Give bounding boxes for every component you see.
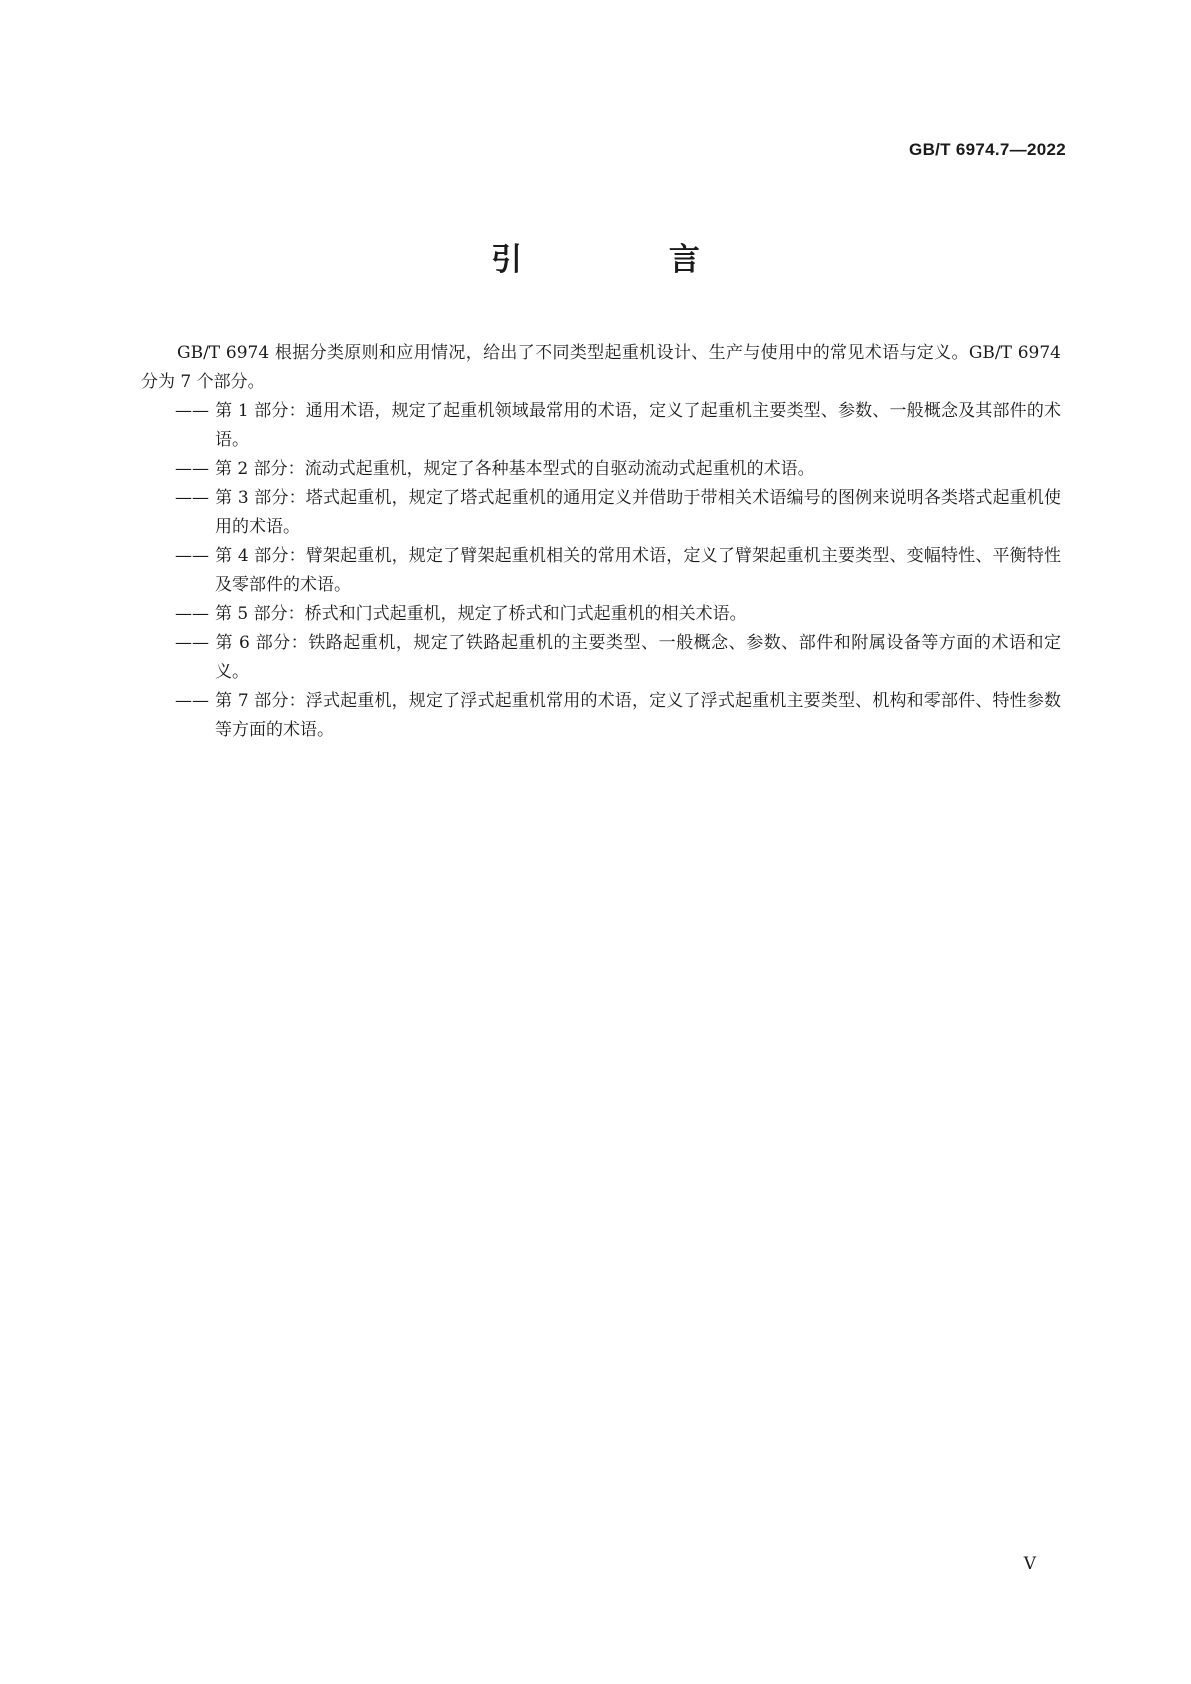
- part-2-text: 第 2 部分：流动式起重机，规定了各种基本型式的自驱动流动式起重机的术语。: [215, 459, 815, 479]
- part-4-text: 第 4 部分：臂架起重机，规定了臂架起重机相关的常用术语，定义了臂架起重机主要类型、变幅特性、平衡特性及零部件的术语。: [215, 546, 1061, 595]
- page-title: 引 言: [491, 242, 768, 278]
- list-item-part-7: [141, 687, 1061, 745]
- list-item-part-1: [141, 397, 1061, 455]
- parts-list: [141, 397, 1061, 745]
- document-body: [141, 339, 1061, 745]
- part-5-text: 第 5 部分：桥式和门式起重机，规定了桥式和门式起重机的相关术语。: [215, 604, 747, 624]
- em-dash: ——: [175, 691, 209, 711]
- em-dash: ——: [175, 633, 209, 653]
- list-item-part-5: [141, 600, 1061, 629]
- part-1-text: 第 1 部分：通用术语，规定了起重机领域最常用的术语，定义了起重机主要类型、参数、一般概念及其部件的术语。: [215, 401, 1061, 450]
- em-dash: ——: [175, 401, 209, 421]
- standard-code: GB/T 6974.7—2022: [909, 140, 1066, 159]
- part-3-text: 第 3 部分：塔式起重机，规定了塔式起重机的通用定义并借助于带相关术语编号的图例来说明各类塔式起重机使用的术语。: [215, 488, 1061, 537]
- em-dash: ——: [175, 604, 209, 624]
- list-item-part-2: [141, 455, 1061, 484]
- list-item-part-6: [141, 629, 1061, 687]
- em-dash: ——: [175, 488, 209, 508]
- part-7-text: 第 7 部分：浮式起重机，规定了浮式起重机常用的术语，定义了浮式起重机主要类型、机构和零部件、特性参数等方面的术语。: [215, 691, 1061, 740]
- intro-paragraph: GB/T 6974 根据分类原则和应用情况，给出了不同类型起重机设计、生产与使用中的常见术语与定义。GB/T 6974 分为 7 个部分。: [141, 343, 1061, 392]
- list-item-part-3: [141, 484, 1061, 542]
- part-6-text: 第 6 部分：铁路起重机，规定了铁路起重机的主要类型、一般概念、参数、部件和附属设备等方面的术语和定义。: [215, 633, 1061, 682]
- list-item-part-4: [141, 542, 1061, 600]
- page-number: V: [1023, 1554, 1036, 1574]
- em-dash: ——: [175, 546, 209, 566]
- em-dash: ——: [175, 459, 209, 479]
